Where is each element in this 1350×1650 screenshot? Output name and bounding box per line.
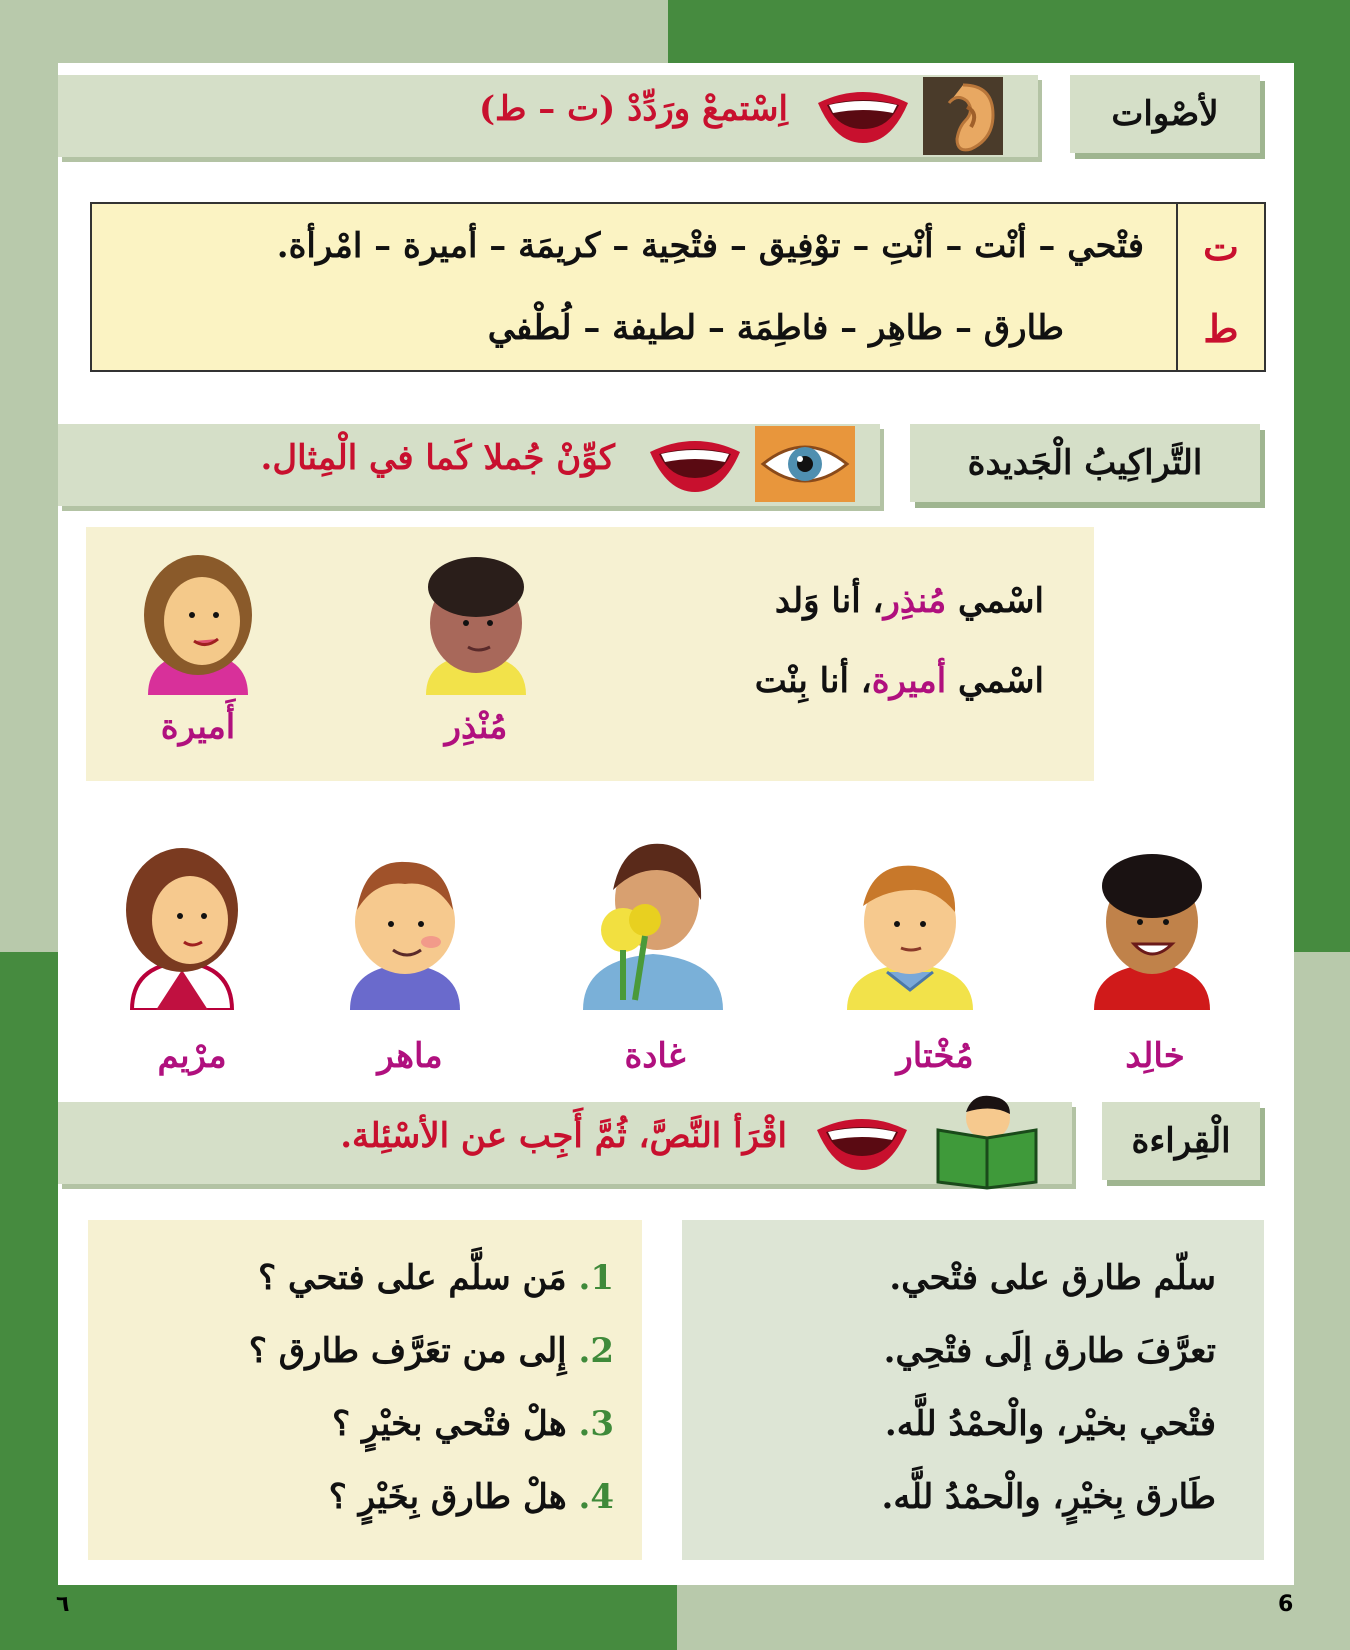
reading-line-1: سلّم طارق على فتْحي. (889, 1258, 1216, 1298)
sounds-letter-tah: ط (1176, 286, 1264, 370)
mouth-icon (813, 85, 913, 145)
question-2: 2. إِلى من تعَرَّف طارق ؟ (248, 1331, 614, 1371)
structures-example-line1: اسْمي مُنذِر، أنا وَلد (774, 581, 1044, 621)
name-maryam: مرْيم (157, 1036, 227, 1076)
sounds-instruction-banner (58, 75, 1038, 157)
sounds-letters-pair: (ت – ط) (478, 89, 616, 129)
boy-khaled-image (1082, 840, 1222, 1010)
reading-instruction-banner (58, 1102, 1072, 1184)
structures-example-line2: اسْمي أميرة، أنا بِنْت (754, 661, 1044, 701)
reading-line-4: طَارق بِخيْرٍ، والْحمْدُ للَّه. (881, 1477, 1216, 1517)
name-mukhtar: مُخْتار (896, 1036, 974, 1076)
reading-text-panel (682, 1220, 1264, 1560)
boy-mukhtar-image (835, 840, 985, 1010)
girl-amira-image (128, 545, 268, 695)
sounds-row-ta (90, 202, 1266, 290)
structures-header: التَّراكِيبُ الْجَديدة (910, 424, 1260, 502)
reading-instruction: اقْرَأ النَّصَّ، ثُمَّ أَجِب عن الأسْئِلة. (340, 1116, 787, 1156)
mouth-icon (645, 434, 745, 494)
question-4: 4. هلْ طارق بِخَيْرٍ ؟ (328, 1477, 614, 1517)
name-ghada: غادة (624, 1036, 686, 1076)
question-3: 3. هلْ فتْحي بخيْرٍ ؟ (332, 1404, 614, 1444)
sounds-words-tah: طارق – طاهِر – فاطِمَة – لطيفة – لُطْفي (487, 308, 1064, 348)
page-number-latin: 6 (1278, 1592, 1294, 1617)
sounds-header: لأصْوات (1070, 75, 1260, 153)
question-1: 1. مَن سلَّم على فتحي ؟ (258, 1258, 614, 1298)
girl-ghada-image (573, 820, 733, 1010)
reading-book-icon (932, 1090, 1042, 1190)
sounds-instruction (479, 89, 788, 129)
reading-line-3: فتْحي بخيْر، والْحمْدُ للَّه. (884, 1404, 1216, 1444)
ear-icon (923, 77, 1003, 155)
boy-munthir-image (406, 545, 546, 695)
reading-header: الْقِراءة (1102, 1102, 1260, 1180)
name-amira: أَميرة (160, 707, 236, 747)
questions-panel (88, 1220, 642, 1560)
reading-line-2: تعرَّفَ طارق إلَى فتْحِي. (883, 1331, 1216, 1371)
sounds-words-ta: فتْحي – أنْت – أنْتِ – توْفِيق – فتْحِية – كريمَة – أميرة – امْرأة. (276, 226, 1144, 266)
sounds-instruction-text: اِسْتمعْ ورَدِّدْ (627, 89, 788, 129)
name-munthir: مُنْذِر (444, 707, 508, 747)
mouth-icon (812, 1112, 912, 1172)
name-maher: ماهر (377, 1036, 443, 1076)
sounds-row-tah (90, 286, 1266, 372)
boy-maher-image (335, 840, 475, 1010)
name-khaled: خالِد (1125, 1036, 1185, 1076)
structures-instruction: كوِّنْ جُملا كَما في الْمِثال. (260, 438, 615, 478)
girl-maryam-image (112, 840, 252, 1010)
structures-instruction-banner (58, 424, 880, 506)
page-number-arabic: ٦ (56, 1592, 70, 1617)
eye-icon (755, 426, 855, 502)
structures-example-panel (86, 527, 1094, 781)
sounds-letter-ta: ت (1176, 204, 1264, 288)
